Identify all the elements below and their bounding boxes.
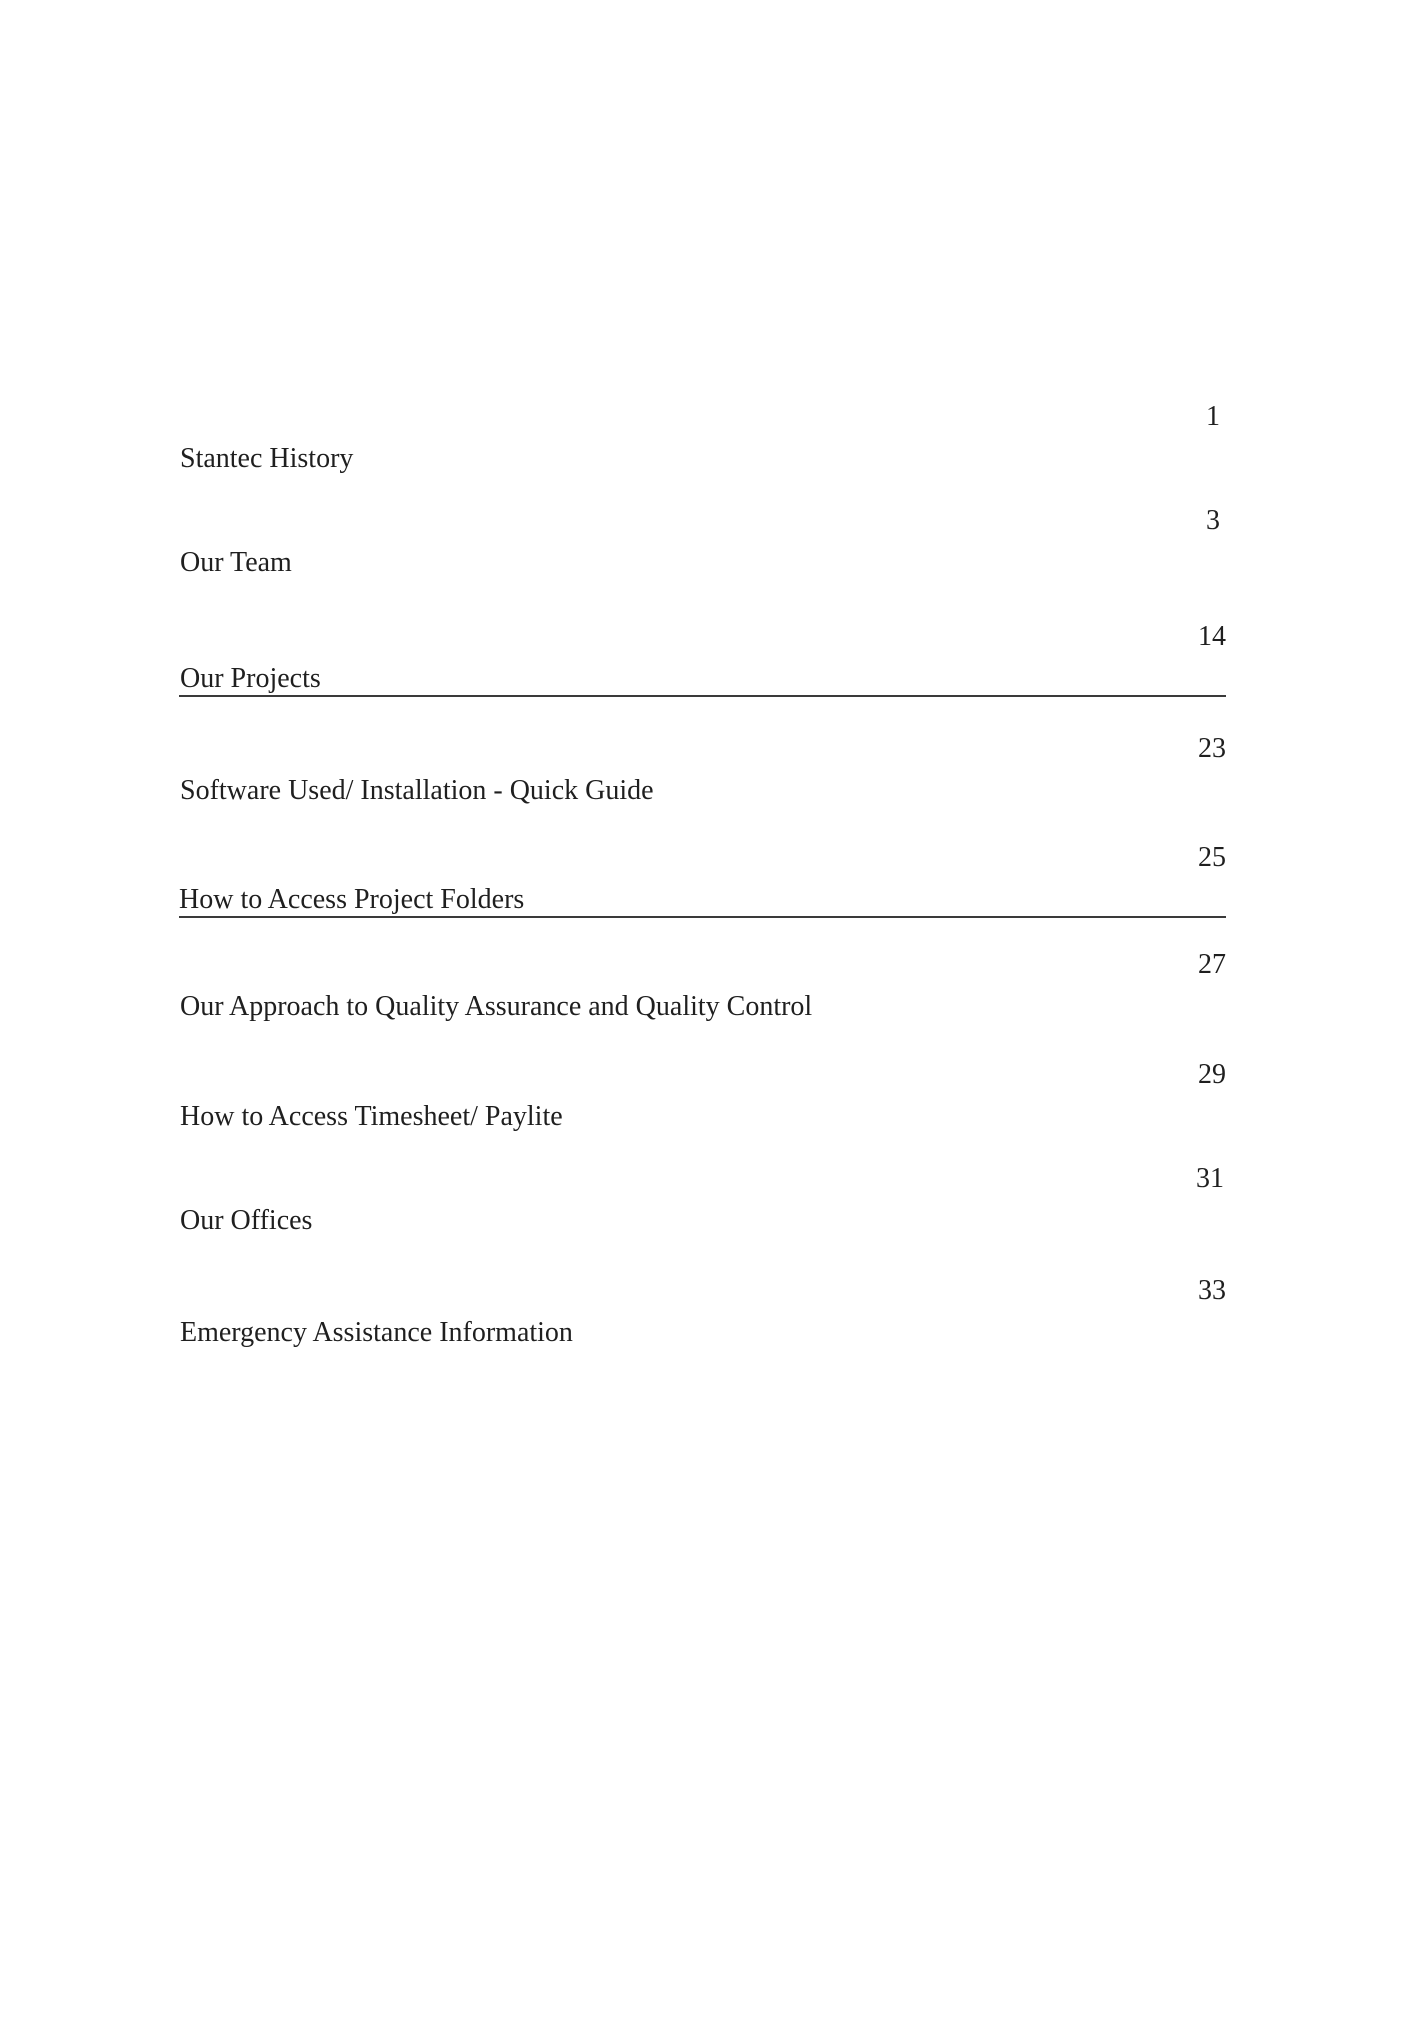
toc-entry-page-number: 1 [1206, 401, 1220, 432]
toc-entry-page-number: 25 [1198, 842, 1226, 873]
toc-entry-page-number: 23 [1198, 733, 1226, 764]
toc-entry-title: Our Offices [180, 1205, 313, 1236]
toc-entry-stantec-history[interactable] [180, 403, 1226, 473]
toc-entry-title: How to Access Project Folders [179, 884, 525, 915]
toc-entry-software-used[interactable] [180, 735, 1226, 805]
toc-entry-title: Stantec History [180, 443, 354, 474]
toc-entry-project-folders[interactable] [180, 844, 1226, 914]
toc-entry-page-number: 14 [1198, 621, 1226, 652]
toc-entry-timesheet[interactable] [180, 1061, 1226, 1131]
toc-entry-quality-assurance[interactable] [180, 951, 1226, 1021]
toc-entry-our-offices[interactable] [180, 1165, 1226, 1235]
toc-entry-our-team[interactable] [180, 507, 1226, 577]
toc-entry-our-projects[interactable] [180, 623, 1226, 693]
toc-entry-underline [179, 695, 1226, 697]
toc-entry-page-number: 31 [1196, 1163, 1224, 1194]
toc-entry-title: Software Used/ Installation - Quick Guide [180, 775, 654, 806]
toc-entry-page-number: 3 [1206, 505, 1220, 536]
toc-entry-page-number: 33 [1198, 1275, 1226, 1306]
toc-entry-page-number: 29 [1198, 1059, 1226, 1090]
toc-entry-title: Our Approach to Quality Assurance and Quality Control [180, 991, 813, 1022]
toc-entry-page-number: 27 [1198, 949, 1226, 980]
toc-entry-title: Our Projects [180, 663, 321, 694]
toc-entry-emergency-assistance[interactable] [180, 1277, 1226, 1347]
toc-entry-title: How to Access Timesheet/ Paylite [180, 1101, 563, 1132]
toc-entry-title: Emergency Assistance Information [180, 1317, 573, 1348]
toc-entry-underline [179, 916, 1226, 918]
toc-entry-title: Our Team [180, 547, 292, 578]
